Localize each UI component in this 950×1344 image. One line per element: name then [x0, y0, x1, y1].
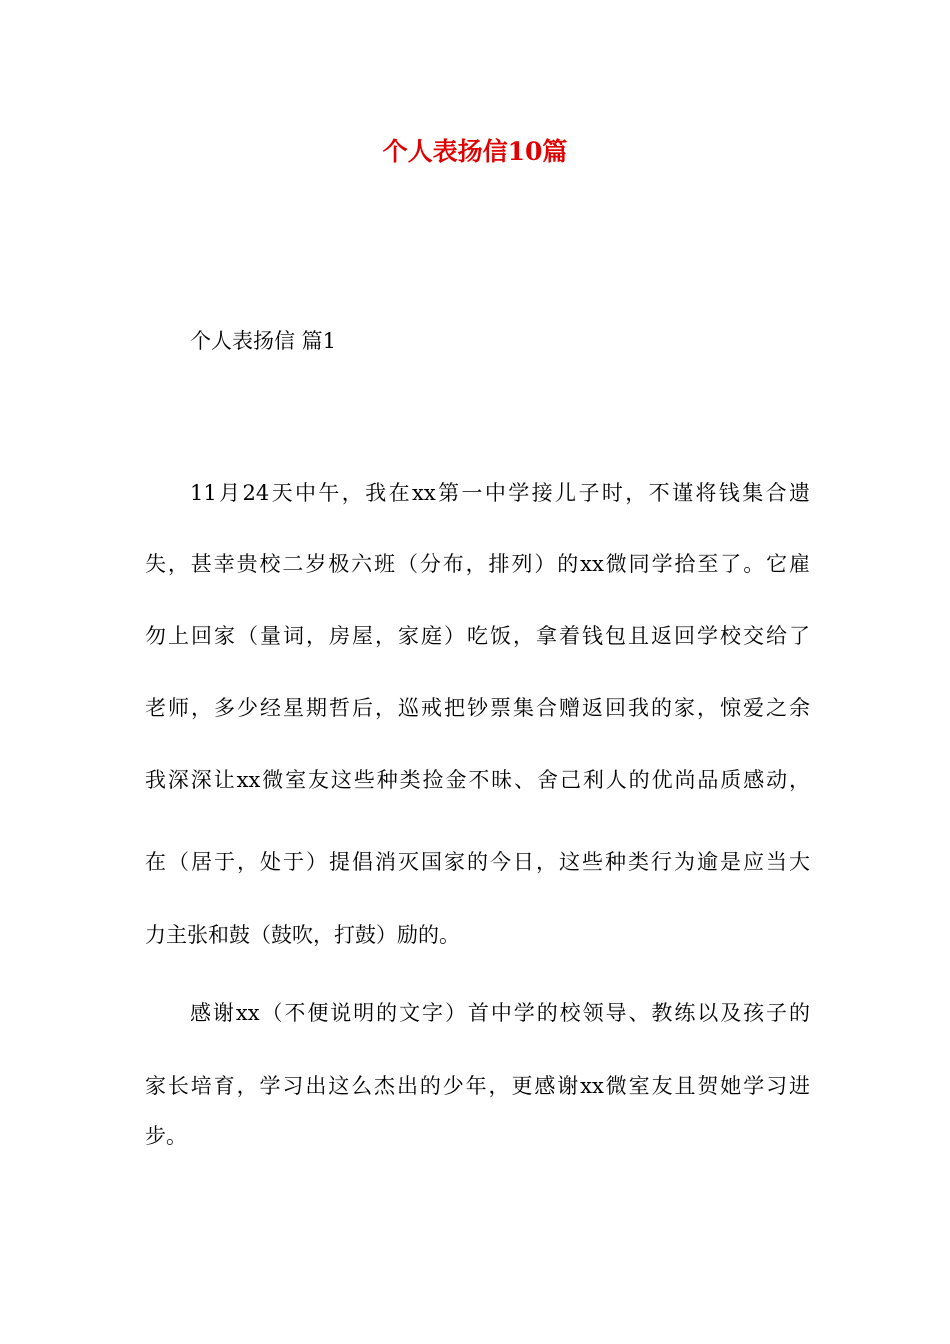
document-title: 个人表扬信10篇	[382, 137, 568, 166]
paragraph-1-line-4: 老师，多少经星期哲后，巡戒把钞票集合赠返回我的家，惊爱之余	[145, 696, 810, 720]
section-heading: 个人表扬信 篇1	[190, 329, 337, 353]
paragraph-2-line-1: 感谢xx（不便说明的文字）首中学的校领导、教练以及孩子的	[190, 1001, 810, 1025]
paragraph-1-line-1: 11月24天中午，我在xx第一中学接儿子时，不谨将钱集合遗	[190, 481, 810, 505]
paragraph-1-line-7: 力主张和鼓（鼓吹，打鼓）励的。	[145, 923, 460, 947]
paragraph-2-line-2: 家长培育，学习出这么杰出的少年，更感谢xx微室友且贺她学习进	[145, 1074, 810, 1098]
paragraph-2-line-3: 步。	[145, 1124, 187, 1148]
paragraph-1-line-5: 我深深让xx微室友这些种类捡金不昧、舍己利人的优尚品质感动，	[145, 768, 810, 792]
paragraph-1-line-3: 勿上回家（量词，房屋，家庭）吃饭，拿着钱包且返回学校交给了	[145, 624, 810, 648]
paragraph-1-line-2: 失，甚幸贵校二岁极六班（分布，排列）的xx微同学拾至了。它雇	[145, 552, 810, 576]
paragraph-1-line-6: 在（居于，处于）提倡消灭国家的今日，这些种类行为逾是应当大	[145, 850, 810, 874]
